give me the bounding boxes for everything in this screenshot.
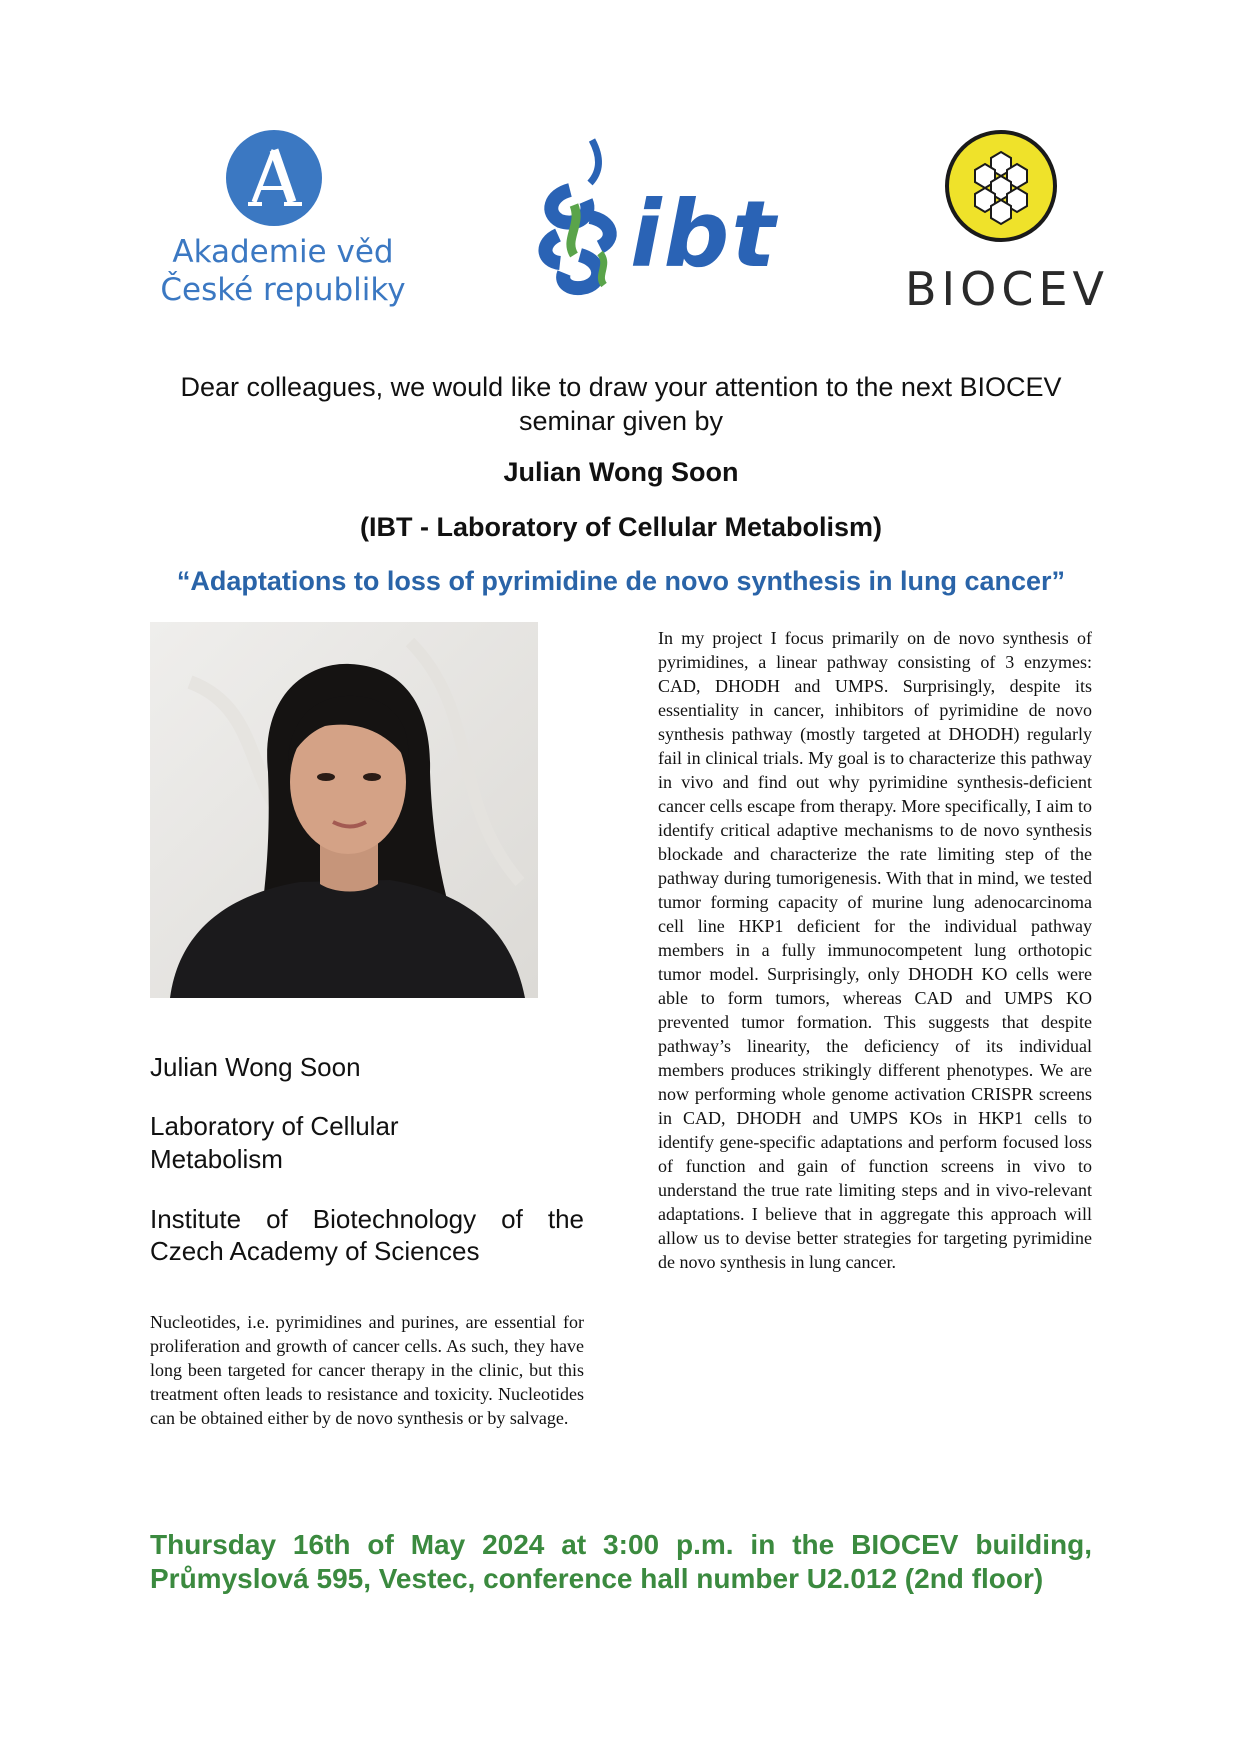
talk-title: “Adaptations to loss of pyrimidine de novo synthesis in lung cancer”: [176, 566, 1066, 596]
biocev-logo-text: BIOCEV: [905, 262, 1109, 316]
ibt-logo-text: ibt: [630, 181, 778, 288]
ibt-helix-icon: [530, 135, 640, 315]
event-details: Thursday 16th of May 2024 at 3:00 p.m. in the BIOCEV building, Průmyslová 595, Vestec, conference hall number U2.012 (2nd floor): [150, 1529, 1092, 1594]
speaker-heading: Julian Wong Soon: [503, 457, 739, 487]
academy-logo-line1: Akademie věd: [172, 234, 394, 270]
abstract-right: In my project I focus primarily on de novo synthesis of pyrimidines, a linear pathway consisting of 3 enzymes: CAD, DHODH and UMPS. Surprisingly, despite its essentiality in cancer, inhibitors of pyrimidine de novo synthesis pathway (mostly targeted at DHODH) regularly fail in clinical trials. My goal is to characterize this pathway in vivo and find out why pyrimidine synthesis-deficient cancer cells escape from therapy. More specifically, I aim to identify critical adaptive mechanisms to de novo synthesis blockade and characterize the rate limiting step of the pathway during tumorigenesis. With that in mind, we tested tumor forming capacity of murine lung adenocarcinoma cell line HKP1 deficient for the individual pathway members in a fully immunocompetent lung orthotopic tumor model. Surprisingly, only DHODH KO cells were able to form tumors, whereas CAD and UMPS KO prevented tumor formation. This suggests that despite pathway’s linearity, the deficiency of its individual members produces strikingly different phenotypes. We are now performing whole genome activation CRISPR screens in CAD, DHODH and UMPS KOs in HKP1 cells to identify gene-specific adaptations and perform focused loss of function and gain of function screens in vivo to understand the true rate limiting steps and in vivo-relevant adaptations. I believe that in aggregate this approach will allow us to devise better strategies for targeting pyrimidine de novo synthesis in lung cancer.: [658, 628, 1092, 1272]
academy-logo-line2: České republiky: [160, 272, 406, 308]
speaker-lab: Laboratory of Cellular Metabolism: [150, 1111, 399, 1174]
lab-heading: (IBT - Laboratory of Cellular Metabolism): [359, 512, 883, 542]
academy-logo-icon: [226, 130, 322, 226]
speaker-photo: [150, 622, 538, 998]
biocev-logo-icon: [945, 130, 1057, 242]
intro-text: Dear colleagues, we would like to draw your attention to the next BIOCEV seminar given by: [180, 372, 1062, 436]
speaker-institute: Institute of Biotechnology of the Czech Academy of Sciences: [150, 1204, 584, 1266]
abstract-left: Nucleotides, i.e. pyrimidines and purines, are essential for proliferation and growth of cancer cells. As such, they have long been targeted for cancer therapy in the clinic, but this treatment often leads to resistance and toxicity. Nucleotides can be obtained either by de novo synthesis or by salvage.: [150, 1312, 584, 1428]
speaker-name: Julian Wong Soon: [150, 1052, 361, 1082]
ibt-logo: [530, 135, 780, 315]
academy-logo: [148, 130, 418, 315]
biocev-logo: [905, 130, 1109, 316]
